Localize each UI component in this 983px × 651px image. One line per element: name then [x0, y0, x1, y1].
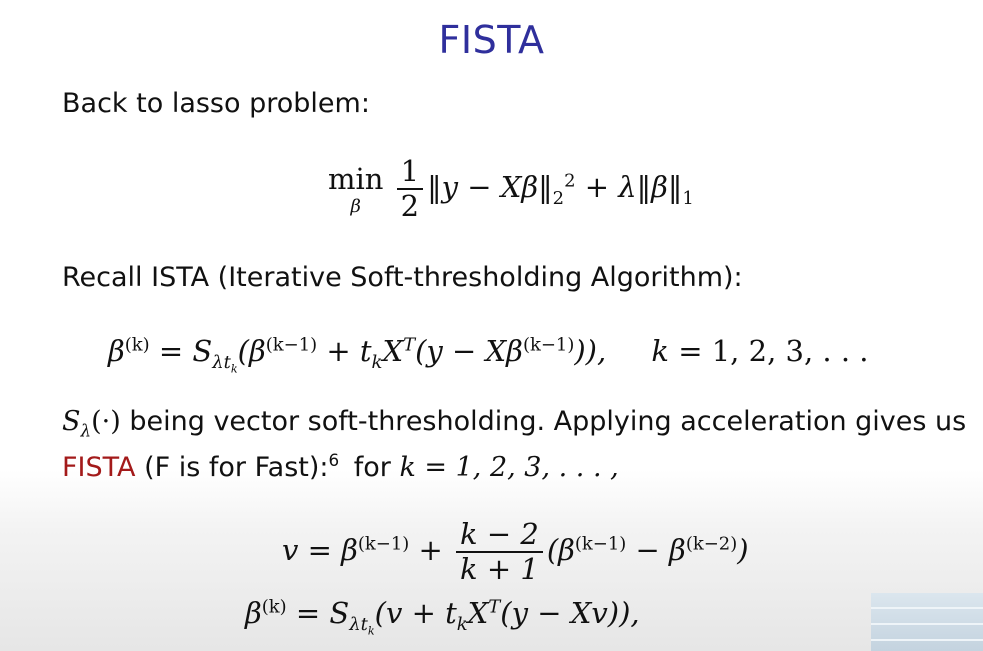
slide-title: FISTA — [438, 18, 545, 62]
soft-threshold-symbol: $S_\lambda(\cdot)$ — [62, 406, 121, 441]
ista-equation: $\beta^{(k)} = S_{\lambda t_k}(\beta^{(k-1)} + t_kX^T(y - X\beta^{(k-1)}))$, k = 1, 2, 3, . . . — [108, 334, 869, 376]
soft-threshold-line — [62, 406, 966, 440]
intro-text: Back to lasso problem: — [62, 88, 370, 119]
recall-text: Recall ISTA (Iterative Soft-thresholding Algorithm): — [62, 262, 743, 293]
fista-line — [62, 450, 619, 483]
fast-text: (F is for Fast): — [144, 452, 329, 483]
k-range: k = 1, 2, 3, . . . , — [399, 452, 619, 483]
lasso-equation: min β $\frac{1}{2}$ ‖y − $X\beta‖_2^2$ + $\lambda‖\beta‖_1$ — [328, 154, 694, 224]
fista-v-equation: $v = \beta^{(k-1)}$ + $\frac{k - 2}{k + 1}$ $(\beta^{(k-1)} - \beta^{(k-2)})$ — [282, 517, 749, 587]
corner-decoration — [871, 593, 983, 651]
fista-highlight: FISTA — [62, 452, 136, 483]
soft-threshold-text: being vector soft-thresholding. Applying acceleration gives us — [129, 406, 967, 437]
for-text: for — [353, 452, 391, 483]
footnote-mark: 6 — [328, 450, 340, 470]
fista-beta-equation: $\beta^{(k)} = S_{\lambda t_k}(v + t_kX^T(y - Xv))$, — [245, 596, 640, 638]
